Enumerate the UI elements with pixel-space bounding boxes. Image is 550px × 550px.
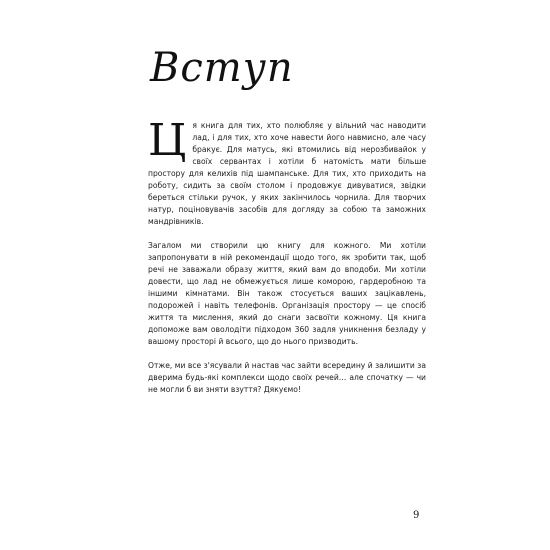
drop-cap: Ц xyxy=(148,115,187,166)
paragraph-intro xyxy=(148,115,426,228)
paragraph-intro-text: я книга для тих, хто полюбляє у вільний час наводити лад, і для тих, хто хоче навести його навмисно, але часу бракує. Для матусь, які втомились від нерозбивайок у своїх сервантах і хотіли б натомість мати більше простору для келихів під шампанське. Для тих, хто приходить на роботу, сидить за своїм столом і продовжує дивуватися, звідки береться стільки ручок, у яких закінчилось чорнила. Для творчих натур, поціновувачів засобів для догляду за собою та заможних мандрівників. xyxy=(148,121,426,226)
body-text xyxy=(148,115,426,408)
chapter-title: Вступ xyxy=(150,45,294,91)
paragraph-second: Загалом ми створили цю книгу для кожного. Ми хотіли запропонувати в ній рекомендації щодо того, як зробити так, щоб речі не заважали образу життя, який вам до вподоби. Ми хотіли довести, що лад не обмежується лише коморою, гардеробною та іншими кімнатами. Він також стосується ваших зацікавлень, подорожей і навіть телефонів. Організація простору — це спосіб життя та мислення, який до снаги засвоїти кожному. Ця книга допоможе вам оволодіти підходом 360 задля уникнення безладу у вашому просторі й всього, що до нього призводить. xyxy=(148,241,426,346)
paragraph-third: Отже, ми все з'ясували й настав час зайти всередину й залишити за дверима будь-які комплекси щодо своїх речей… але спочатку — чи не могли б ви зняти взуття? Дякуємо! xyxy=(148,361,426,394)
page-number: 9 xyxy=(413,510,420,521)
